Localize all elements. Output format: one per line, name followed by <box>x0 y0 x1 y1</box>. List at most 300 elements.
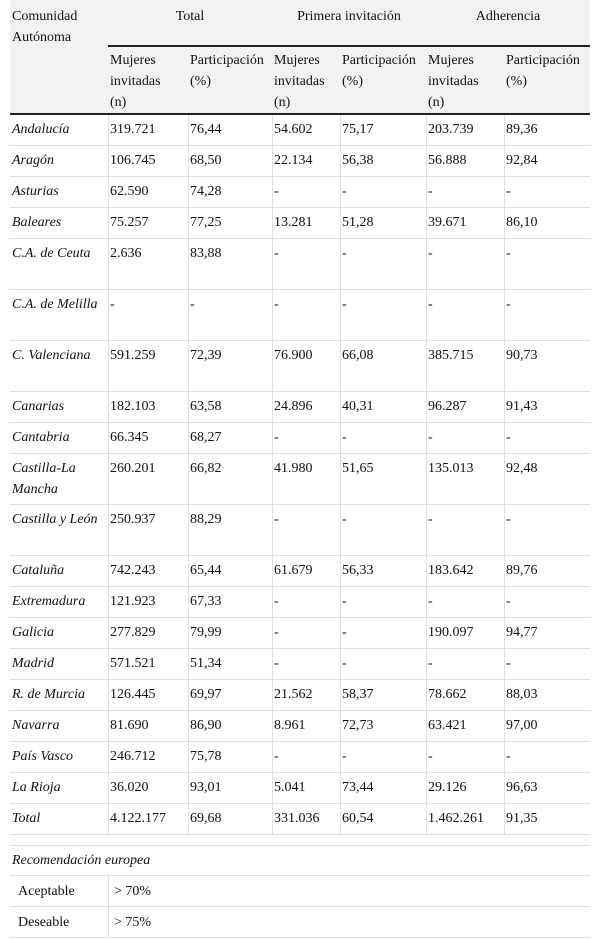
column-separator <box>188 392 189 422</box>
column-separator <box>272 341 273 391</box>
table-row <box>10 618 590 649</box>
row-total-n: 742.243 <box>110 563 156 578</box>
column-separator <box>272 804 273 834</box>
row-first-pct: - <box>342 512 347 527</box>
recommendation-row <box>10 876 590 907</box>
table-row <box>10 146 590 177</box>
subheader-line: invitadas <box>274 74 325 89</box>
row-adh-n: - <box>428 656 433 671</box>
row-adh-pct: - <box>506 512 511 527</box>
row-region: Castilla y León <box>12 512 98 527</box>
column-separator <box>340 290 341 340</box>
column-separator <box>108 341 109 391</box>
row-first-pct: - <box>342 246 347 261</box>
column-separator <box>426 649 427 679</box>
table-row <box>10 341 590 392</box>
column-separator <box>188 454 189 504</box>
column-separator <box>188 423 189 453</box>
column-separator <box>426 392 427 422</box>
row-first-n: - <box>274 656 279 671</box>
table-row <box>10 587 590 618</box>
row-adh-pct: 88,03 <box>506 687 538 702</box>
row-region: Cataluña <box>12 563 65 578</box>
row-total-n: 66.345 <box>110 430 149 445</box>
column-separator <box>340 804 341 834</box>
row-adh-n: - <box>428 297 433 312</box>
table-row <box>10 290 590 341</box>
row-total-n: 75.257 <box>110 215 149 230</box>
column-separator <box>272 556 273 586</box>
subheader-line: Mujeres <box>274 53 320 68</box>
column-separator <box>188 618 189 648</box>
header-rule-adherence <box>426 45 590 47</box>
column-separator <box>504 290 505 340</box>
subheader-line: (n) <box>428 95 445 110</box>
column-separator <box>426 804 427 834</box>
column-separator <box>272 742 273 772</box>
row-adh-pct: 86,10 <box>506 215 538 230</box>
column-separator <box>272 177 273 207</box>
row-first-pct: - <box>342 625 347 640</box>
header-group-total: Total <box>175 9 205 24</box>
column-separator <box>188 341 189 391</box>
row-first-pct: 66,08 <box>342 348 374 363</box>
row-region: Navarra <box>12 718 60 733</box>
recommendation-label: Aceptable <box>18 884 75 899</box>
column-separator <box>504 239 505 289</box>
row-region: La Rioja <box>12 780 61 795</box>
subheader-line: (n) <box>274 95 291 110</box>
row-total-n: - <box>110 297 115 312</box>
column-separator <box>340 711 341 741</box>
row-total-n: 2.636 <box>110 246 142 261</box>
row-adh-pct: 94,77 <box>506 625 538 640</box>
row-adh-n: 385.715 <box>428 348 474 363</box>
column-separator <box>426 177 427 207</box>
subheader-line: Participación <box>342 53 416 68</box>
row-region: R. de Murcia <box>12 687 85 702</box>
column-separator <box>188 115 189 145</box>
column-separator <box>340 742 341 772</box>
row-adh-n: 190.097 <box>428 625 474 640</box>
row-total-pct: 66,82 <box>190 461 222 476</box>
row-first-n: - <box>274 246 279 261</box>
column-separator <box>188 505 189 555</box>
row-first-pct: 51,65 <box>342 461 374 476</box>
row-adh-n: - <box>428 184 433 199</box>
row-first-n: 22.134 <box>274 153 313 168</box>
column-separator <box>272 618 273 648</box>
row-total-pct: 79,99 <box>190 625 222 640</box>
column-separator <box>426 115 427 145</box>
column-separator <box>340 649 341 679</box>
row-total-n: 121.923 <box>110 594 156 609</box>
row-adh-n: - <box>428 594 433 609</box>
row-total-n: 277.829 <box>110 625 156 640</box>
row-first-n: - <box>274 625 279 640</box>
subheader-line: invitadas <box>428 74 479 89</box>
table-row <box>10 392 590 423</box>
column-separator <box>272 649 273 679</box>
row-adh-n: 1.462.261 <box>428 811 484 826</box>
row-first-pct: 75,17 <box>342 122 374 137</box>
row-region: Aragón <box>12 153 54 168</box>
row-region: Total <box>12 811 41 826</box>
column-separator <box>426 454 427 504</box>
column-separator <box>504 505 505 555</box>
row-first-pct: 56,38 <box>342 153 374 168</box>
row-first-pct: - <box>342 184 347 199</box>
header-rule-first <box>272 45 426 47</box>
column-separator <box>108 115 109 145</box>
row-region: Canarias <box>12 399 65 414</box>
column-separator <box>504 711 505 741</box>
column-separator <box>272 115 273 145</box>
column-separator <box>340 341 341 391</box>
column-separator <box>426 556 427 586</box>
row-first-pct: 72,73 <box>342 718 374 733</box>
column-separator <box>188 680 189 710</box>
column-separator <box>504 341 505 391</box>
table-row <box>10 177 590 208</box>
column-separator <box>504 146 505 176</box>
column-separator <box>504 618 505 648</box>
row-total-pct: 65,44 <box>190 563 222 578</box>
row-first-n: 13.281 <box>274 215 313 230</box>
row-region: Andalucía <box>12 122 70 137</box>
column-separator <box>108 208 109 238</box>
row-total-n: 81.690 <box>110 718 149 733</box>
table-row <box>10 239 590 290</box>
row-total-n: 571.521 <box>110 656 156 671</box>
column-separator <box>272 773 273 803</box>
row-first-pct: 73,44 <box>342 780 374 795</box>
column-separator <box>108 556 109 586</box>
subheader-line: Participación <box>506 53 580 68</box>
row-region: Castilla-La Mancha <box>12 461 76 497</box>
row-total-n: 106.745 <box>110 153 156 168</box>
row-adh-pct: - <box>506 430 511 445</box>
column-separator <box>426 208 427 238</box>
column-separator <box>108 423 109 453</box>
row-first-pct: - <box>342 297 347 312</box>
table-row <box>10 804 590 835</box>
row-first-n: - <box>274 512 279 527</box>
column-separator <box>188 649 189 679</box>
recommendation-title: Recomendación europea <box>12 853 151 868</box>
row-region: Galicia <box>12 625 54 640</box>
row-total-pct: 63,58 <box>190 399 222 414</box>
row-adh-pct: - <box>506 656 511 671</box>
recommendation-value: > 75% <box>114 915 152 930</box>
subheader-participation-total <box>190 50 264 92</box>
column-separator <box>188 146 189 176</box>
header-rule-total <box>108 45 272 47</box>
row-first-n: - <box>274 749 279 764</box>
subheader-line: (%) <box>190 74 211 89</box>
column-separator <box>504 587 505 617</box>
row-first-n: 61.679 <box>274 563 313 578</box>
column-separator <box>272 290 273 340</box>
row-first-n: - <box>274 297 279 312</box>
row-first-n: 21.562 <box>274 687 313 702</box>
row-adh-n: 56.888 <box>428 153 467 168</box>
column-separator <box>426 773 427 803</box>
subheader-invited-first <box>274 50 325 113</box>
row-total-n: 246.712 <box>110 749 156 764</box>
column-separator <box>504 115 505 145</box>
row-adh-n: 29.126 <box>428 780 467 795</box>
row-total-pct: 93,01 <box>190 780 222 795</box>
row-total-pct: 83,88 <box>190 246 222 261</box>
row-region: C.A. de Ceuta <box>12 246 91 261</box>
column-separator <box>504 208 505 238</box>
column-separator <box>504 742 505 772</box>
column-separator <box>426 587 427 617</box>
table-row <box>10 423 590 454</box>
column-separator <box>340 556 341 586</box>
column-separator <box>188 239 189 289</box>
subheader-line: Mujeres <box>110 53 156 68</box>
row-adh-pct: 90,73 <box>506 348 538 363</box>
row-total-pct: 77,25 <box>190 215 222 230</box>
column-separator <box>108 454 109 504</box>
row-total-n: 182.103 <box>110 399 156 414</box>
column-separator <box>108 742 109 772</box>
column-separator <box>188 587 189 617</box>
column-separator <box>504 804 505 834</box>
table-row <box>10 711 590 742</box>
row-region: País Vasco <box>12 749 74 764</box>
row-adh-n: - <box>428 749 433 764</box>
column-separator <box>504 177 505 207</box>
column-separator <box>108 711 109 741</box>
row-first-pct: 60,54 <box>342 811 374 826</box>
column-separator <box>504 680 505 710</box>
row-adh-pct: 89,36 <box>506 122 538 137</box>
row-total-pct: 67,33 <box>190 594 222 609</box>
row-first-n: - <box>274 430 279 445</box>
table-row <box>10 680 590 711</box>
row-total-pct: 74,28 <box>190 184 222 199</box>
row-first-n: 8.961 <box>274 718 306 733</box>
column-separator <box>340 505 341 555</box>
column-separator <box>108 146 109 176</box>
column-separator <box>426 423 427 453</box>
row-total-pct: 75,78 <box>190 749 222 764</box>
row-adh-pct: 92,48 <box>506 461 538 476</box>
column-separator <box>426 239 427 289</box>
row-total-n: 260.201 <box>110 461 156 476</box>
row-total-pct: 72,39 <box>190 348 222 363</box>
column-separator <box>188 177 189 207</box>
row-adh-pct: 97,00 <box>506 718 538 733</box>
row-first-pct: 40,31 <box>342 399 374 414</box>
column-separator <box>504 392 505 422</box>
subheader-line: (%) <box>342 74 363 89</box>
row-first-n: 24.896 <box>274 399 313 414</box>
row-region: C.A. de Melilla <box>12 297 98 312</box>
column-separator <box>340 587 341 617</box>
row-adh-n: - <box>428 246 433 261</box>
subheader-line: Mujeres <box>428 53 474 68</box>
column-separator <box>504 773 505 803</box>
column-separator <box>272 505 273 555</box>
table-row <box>10 649 590 680</box>
recommendation-value: > 70% <box>114 884 152 899</box>
column-separator <box>188 773 189 803</box>
row-total-pct: 68,27 <box>190 430 222 445</box>
row-adh-pct: - <box>506 594 511 609</box>
column-separator <box>340 115 341 145</box>
column-separator <box>426 680 427 710</box>
table-row <box>10 742 590 773</box>
column-separator <box>340 208 341 238</box>
row-total-pct: 86,90 <box>190 718 222 733</box>
row-adh-n: 96.287 <box>428 399 467 414</box>
row-total-n: 36.020 <box>110 780 149 795</box>
subheader-line: (n) <box>110 95 127 110</box>
subheader-line: Participación <box>190 53 264 68</box>
row-adh-pct: - <box>506 246 511 261</box>
row-adh-n: 203.739 <box>428 122 474 137</box>
row-total-n: 62.590 <box>110 184 149 199</box>
column-separator <box>426 505 427 555</box>
column-separator <box>188 742 189 772</box>
recommendation-row <box>10 907 590 938</box>
column-separator <box>108 392 109 422</box>
column-separator <box>188 208 189 238</box>
row-total-n: 126.445 <box>110 687 156 702</box>
row-first-pct: 51,28 <box>342 215 374 230</box>
row-region: Extremadura <box>12 594 86 609</box>
column-separator <box>108 587 109 617</box>
row-total-n: 591.259 <box>110 348 156 363</box>
row-first-n: 331.036 <box>274 811 320 826</box>
subheader-invited-total <box>110 50 161 113</box>
header-region: Comunidad Autónoma <box>12 9 78 45</box>
row-adh-pct: 96,63 <box>506 780 538 795</box>
column-separator <box>188 711 189 741</box>
table-row <box>10 208 590 239</box>
recommendation-label: Deseable <box>18 915 70 930</box>
column-separator <box>108 505 109 555</box>
row-total-n: 4.122.177 <box>110 811 166 826</box>
row-region: Asturias <box>12 184 59 199</box>
row-total-pct: - <box>190 297 195 312</box>
table-row <box>10 505 590 556</box>
row-adh-n: 39.671 <box>428 215 467 230</box>
column-separator <box>272 680 273 710</box>
column-separator <box>272 239 273 289</box>
column-separator <box>272 711 273 741</box>
column-separator <box>272 454 273 504</box>
row-first-pct: - <box>342 430 347 445</box>
column-separator <box>188 290 189 340</box>
column-separator <box>340 454 341 504</box>
column-separator <box>108 907 109 937</box>
column-separator <box>340 177 341 207</box>
row-adh-n: 135.013 <box>428 461 474 476</box>
row-adh-pct: 89,76 <box>506 563 538 578</box>
row-adh-pct: - <box>506 749 511 764</box>
column-separator <box>108 177 109 207</box>
column-separator <box>108 680 109 710</box>
column-separator <box>426 146 427 176</box>
column-separator <box>108 804 109 834</box>
column-separator <box>340 239 341 289</box>
column-separator <box>504 649 505 679</box>
column-separator <box>108 876 109 906</box>
row-first-n: 41.980 <box>274 461 313 476</box>
column-separator <box>340 618 341 648</box>
header-group-adherence: Adherencia <box>475 9 541 24</box>
row-first-pct: - <box>342 594 347 609</box>
row-adh-pct: 91,35 <box>506 811 538 826</box>
row-first-pct: - <box>342 749 347 764</box>
row-first-pct: - <box>342 656 347 671</box>
column-separator <box>504 423 505 453</box>
column-separator <box>426 341 427 391</box>
row-adh-pct: 91,43 <box>506 399 538 414</box>
column-separator <box>272 208 273 238</box>
column-separator <box>108 649 109 679</box>
row-total-pct: 68,50 <box>190 153 222 168</box>
subheader-line: (%) <box>506 74 527 89</box>
row-region: C. Valenciana <box>12 348 91 363</box>
row-adh-n: - <box>428 512 433 527</box>
row-total-pct: 51,34 <box>190 656 222 671</box>
column-separator <box>272 392 273 422</box>
column-separator <box>340 680 341 710</box>
column-separator <box>426 618 427 648</box>
column-separator <box>426 290 427 340</box>
column-separator <box>108 618 109 648</box>
recommendation-title-row <box>10 845 590 876</box>
row-first-n: 54.602 <box>274 122 313 137</box>
column-separator <box>108 290 109 340</box>
row-adh-n: 183.642 <box>428 563 474 578</box>
row-first-pct: 58,37 <box>342 687 374 702</box>
column-separator <box>108 773 109 803</box>
row-total-pct: 76,44 <box>190 122 222 137</box>
column-separator <box>340 146 341 176</box>
row-first-pct: 56,33 <box>342 563 374 578</box>
row-total-pct: 88,29 <box>190 512 222 527</box>
table-row <box>10 773 590 804</box>
row-first-n: 76.900 <box>274 348 313 363</box>
subheader-invited-adh <box>428 50 479 113</box>
row-region: Cantabria <box>12 430 70 445</box>
table-header <box>10 0 590 115</box>
column-separator <box>504 454 505 504</box>
row-first-n: - <box>274 184 279 199</box>
header-group-first: Primera invitación <box>297 9 401 24</box>
subheader-line: invitadas <box>110 74 161 89</box>
column-separator <box>504 556 505 586</box>
row-total-pct: 69,97 <box>190 687 222 702</box>
column-separator <box>188 556 189 586</box>
subheader-participation-adh <box>506 50 580 92</box>
column-separator <box>188 804 189 834</box>
table-row <box>10 115 590 146</box>
column-separator <box>272 587 273 617</box>
table-row <box>10 454 590 505</box>
column-separator <box>272 423 273 453</box>
subheader-participation-first <box>342 50 416 92</box>
column-separator <box>272 146 273 176</box>
row-adh-pct: - <box>506 184 511 199</box>
